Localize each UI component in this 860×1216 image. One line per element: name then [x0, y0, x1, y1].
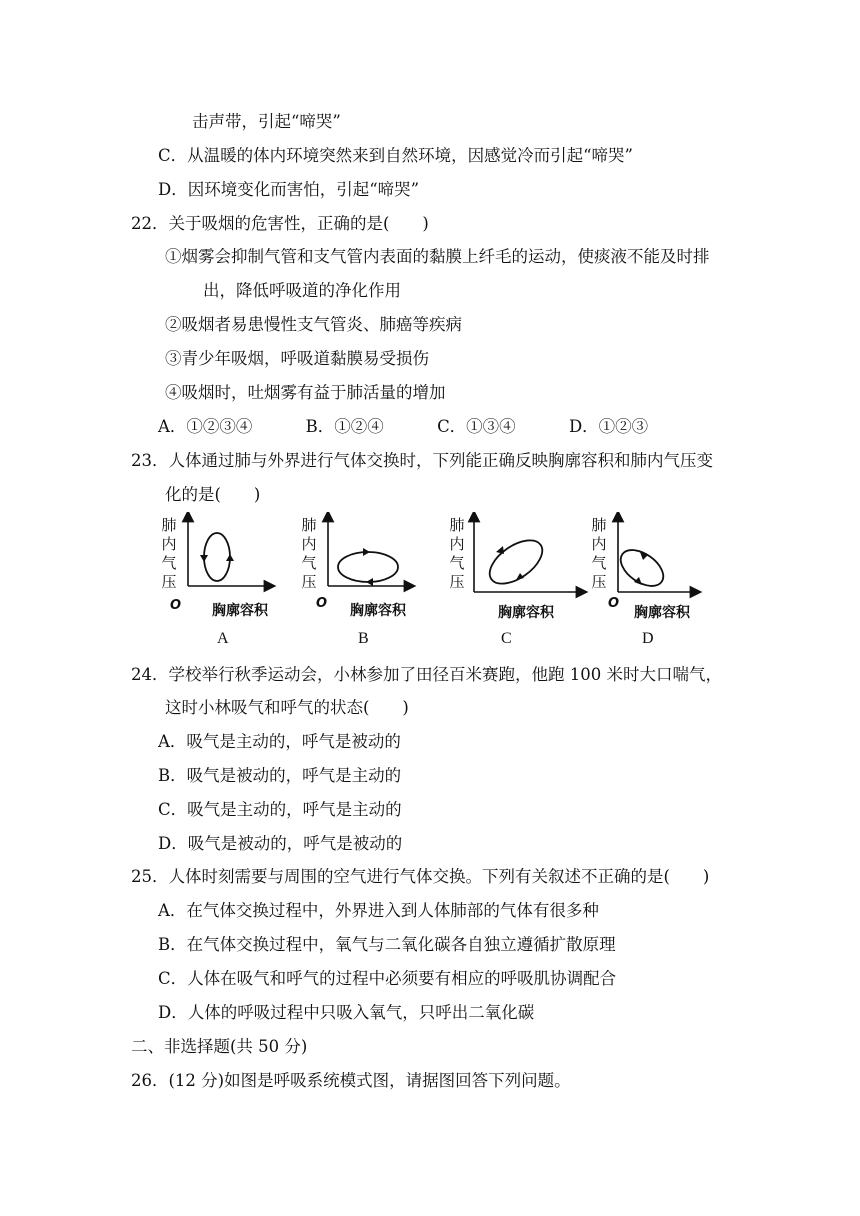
graph-a-x-label: 胸廓容积 — [212, 603, 268, 619]
graph-d-caption: D — [642, 630, 654, 647]
graph-a-loop — [204, 533, 230, 581]
graph-a-plot — [160, 512, 310, 652]
q22-item-2: ②吸烟者易患慢性支气管炎、肺癌等疾病 — [165, 315, 462, 334]
graph-a-y-label: 肺 内 气 压 — [161, 516, 177, 591]
q21-option-c: C．从温暖的体内环境突然来到自然环境，因感觉冷而引起“啼哭” — [158, 146, 633, 165]
graph-c — [446, 512, 596, 652]
graph-a-origin: O — [170, 598, 182, 613]
q22-item-4: ④吸烟时，吐烟雾有益于肺活量的增加 — [165, 383, 446, 402]
graph-b — [300, 512, 450, 652]
q22-option-c: C．①③④ — [437, 417, 516, 436]
q26-stem: 26．(12 分)如图是呼吸系统模式图，请据图回答下列问题。 — [131, 1071, 571, 1090]
graph-d — [590, 512, 740, 652]
q22-item-1: ①烟雾会抑制气管和支气管内表面的黏膜上纤毛的运动，使痰液不能及时排 — [165, 247, 710, 266]
q22-item-3: ③青少年吸烟，呼吸道黏膜易受损伤 — [165, 349, 429, 368]
q24-option-a: A．吸气是主动的，呼气是被动的 — [158, 732, 401, 751]
q25-option-d: D．人体的呼吸过程中只吸入氧气，只呼出二氧化碳 — [158, 1003, 535, 1022]
graph-c-plot — [446, 512, 596, 652]
graph-d-x-label: 胸廓容积 — [634, 605, 690, 621]
graph-d-origin: O — [608, 596, 620, 611]
q24-stem: 24．学校举行秋季运动会，小林参加了田径百米赛跑，他跑 100 米时大口喘气， — [131, 665, 722, 684]
q23-stem: 23．人体通过肺与外界进行气体交换时，下列能正确反映胸廓容积和肺内气压变 — [131, 451, 713, 470]
graph-b-origin: O — [316, 596, 328, 611]
q24-option-c: C．吸气是主动的，呼气是主动的 — [158, 800, 402, 819]
q22-options — [158, 416, 696, 438]
q22-option-d: D．①②③ — [568, 417, 649, 436]
q24-option-d: D．吸气是被动的，呼气是被动的 — [158, 834, 403, 853]
graph-c-caption: C — [501, 630, 512, 647]
q22-option-b: B．①②④ — [305, 417, 384, 436]
graph-b-plot — [300, 512, 450, 652]
q25-option-a: A．在气体交换过程中，外界进入到人体肺部的气体有很多种 — [158, 901, 599, 920]
graph-d-loop — [614, 543, 669, 593]
graph-d-y-label: 肺 内 气 压 — [591, 516, 607, 591]
q22-stem: 22．关于吸烟的危害性，正确的是( ) — [131, 214, 429, 233]
q24-stem-continuation: 这时小林吸气和呼气的状态( ) — [165, 698, 409, 717]
graph-d-plot — [590, 512, 740, 652]
q21-option-b-continuation: 击声带，引起“啼哭” — [192, 112, 341, 131]
section-2-heading: 二、非选择题(共 50 分) — [131, 1037, 308, 1056]
graph-c-loop — [482, 532, 550, 593]
graph-a — [160, 512, 310, 652]
graph-b-loop — [338, 552, 398, 582]
graph-a-caption: A — [217, 630, 229, 647]
q25-stem: 25．人体时刻需要与周围的空气进行气体交换。下列有关叙述不正确的是( ) — [131, 867, 710, 886]
q22-option-a: A．①②③④ — [158, 417, 253, 436]
graph-b-y-label: 肺 内 气 压 — [301, 516, 317, 591]
q25-option-c: C．人体在吸气和呼气的过程中必须要有相应的呼吸肌协调配合 — [158, 969, 617, 988]
graph-b-caption: B — [358, 630, 369, 647]
q24-option-b: B．吸气是被动的，呼气是主动的 — [158, 766, 402, 785]
q21-option-d: D．因环境变化而害怕，引起“啼哭” — [158, 180, 420, 199]
q22-item-1-continuation: 出，降低呼吸道的净化作用 — [203, 281, 401, 300]
graph-c-x-label: 胸廓容积 — [498, 605, 554, 621]
q23-stem-continuation: 化的是( ) — [165, 485, 261, 504]
graph-c-y-label: 肺 内 气 压 — [449, 516, 465, 591]
graph-b-x-label: 胸廓容积 — [350, 603, 406, 619]
q25-option-b: B．在气体交换过程中，氧气与二氧化碳各自独立遵循扩散原理 — [158, 935, 616, 954]
